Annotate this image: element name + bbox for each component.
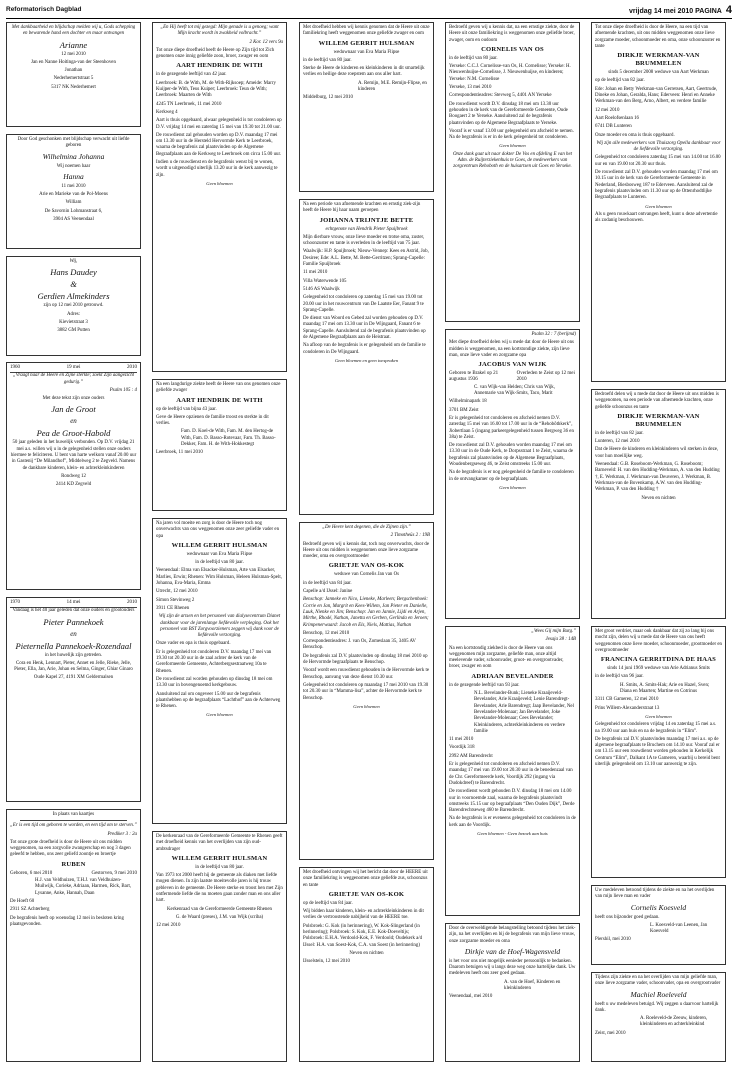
husband-name: Jan de Groot <box>51 404 96 415</box>
service-info: De rouwdienst zal D.V. gehouden worden maandag 17 mei om 13.30 uur in de Oude Kerk, te Dorpsstraat 1 te Zeist, waarna de begrafenis zal plaatsvinden op de Algemene Begraafplaats, Woudenbergseweg 46, te Zeist omstreeks 15.00 uur. <box>449 443 573 468</box>
city: 5317 NK Nederhemert <box>51 84 96 90</box>
family: Benschop: Janneke en Nico, Lieneke, Marleen; Bergschenhoek: Corrie en Jan, Margrit en Kees-Willem, Jan Pieter en Danielle, Luuk, Nienke en Jim; Benschop: Jan en Jannie, Lijdi en Arjen, Mirthe, Rhodé, Nathan, Janetta en Gerben, Gerlinda en Jeroen; Krimpenerwaard: Jacob en Els, Niels, Mattias, Nathan <box>303 597 429 628</box>
page-info <box>629 4 732 16</box>
street: Villa Waterwende 105 <box>303 278 347 284</box>
death-ad-van-os-kok-2 <box>299 867 434 1062</box>
condolence: Dat de Heere de kinderen en kleinkinderen wil sterken in deze, voor hun moeilijke weg. <box>595 447 719 459</box>
age: in de leeftijd van 80 jaar. <box>303 57 352 63</box>
sub-text: sinds 5 december 2008 weduwe van Aart Werkman <box>608 70 709 76</box>
verse-ref: Psalm 105 : 4 <box>109 387 137 393</box>
signatures: G. de Waard (preses), J.M. van Wijk (scriba) <box>175 914 264 920</box>
address: Lunteren, 12 mei 2010 <box>595 439 640 445</box>
ad-head: In plaats van kaartjes <box>52 812 95 817</box>
address: De Hoeft 60 <box>10 898 35 904</box>
ad-text: 50 jaar geleden in het huwelijk verbonden. Op D.V. vrijdag 21 mei a.s. willen wij u in de gelegenheid stellen onze ouders hiermee te feliciteren. U bent van harte welkom vanaf 20.00 uur in Gastenij “De Milandhof”, Middelweg 2 te Zegveld. Namens de dankbare kinderen, klein- en achterkleinkinderen <box>10 440 137 471</box>
family: N.L. Bevelander-Bunk; Lieneke Kraaijeveld-Bevelander, Arie Kraaijeveld; Lenie Barendregt-Bevelander, Arie Barendregt; Jaap Bevelander, Nel Bevelander-Molenaar; Jan Bevelander, Joke Bevelander-Molenaar; Cees Bevelander; Kleinkinderen, achterkleinkinderen en verdere familie <box>474 691 574 734</box>
birth-ad-arianne <box>6 22 141 127</box>
ad-text: Met groot verdriet, maar ook dankbaar dat zij zo lang bij ons mocht zijn, delen wij u mede dat de Heere van ons heeft weggenomen onze lieve moeder, schoonmoeder, grootmoeder en overgrootmoeder <box>595 629 722 653</box>
verse-ref: 2 Kor. 12 vers 9a <box>249 39 283 45</box>
signatures: A. Roeleveld-de Zeeuw, kinderen, kleinkinderen en achterkleinkind <box>640 1016 708 1028</box>
deceased-name: WILLEM GERRIT HULSMAN <box>171 854 268 862</box>
column-4 <box>445 22 582 1062</box>
service-info: De rouwdienst zal gehouden worden op D.V. maandag 17 mei om 13.30 uur in de Hersteld Hervormde Kerk te Leerbroek, waarna de begrafenis zal plaatsvinden op de Algemene Begraafplaats aan de Kerkweg te Leerbroek om circa 15.00 uur. <box>156 132 282 157</box>
condolence: Geve de Heere opzienen de familie troost en sterkte in dit verlies. <box>156 414 269 427</box>
city: 3882 GM Putten <box>57 328 90 334</box>
no-flowers: Geen bloemen <box>353 703 380 709</box>
and-text: en <box>70 629 77 638</box>
birth-date: 11 mei 2010 <box>61 183 86 189</box>
deceased-name: GRIETJE VAN OS-KOK <box>328 890 405 898</box>
deceased-name: RUBEN <box>61 860 86 868</box>
age: in de leeftijd van 84 jaar. <box>303 580 352 586</box>
children: Cora en Henk, Lennart, Pieter, Annet en Jelle, Rieke, Jelle, Pieter, Ella, Jan, Arie, Johan en Selma, Ginger, Ghiar Ginaro <box>14 660 133 673</box>
column-2 <box>152 22 289 1062</box>
wedding-ad-daudey <box>6 256 141 356</box>
city: 2911 SZ Achterberg <box>10 907 50 913</box>
birth-ad-wilhelmina <box>6 134 141 249</box>
signatures: A. van de Hoef, Kinderen en kleinkinderen <box>504 979 561 992</box>
family: H.J. van Veldhuizen, T.H.J. van Veldhuizen-Muilwijk, Corieke, Adriaan, Harmen, Rick, Bart, Lysanne, Anke, Hannah, Daan <box>35 878 132 896</box>
nephews: Neven en nichten <box>349 950 384 956</box>
address: Piershil, mei 2010 <box>595 937 631 943</box>
death-ad-hulsman-church <box>152 831 287 1062</box>
age: in de leeftijd van 80 jaar. <box>195 560 244 566</box>
ad-text: Na een periode van afnemende krachten en ernstig ziek-zijn heeft de Heere bij haar naam geroepen <box>303 202 421 214</box>
service-info: De dienst van Woord en Gebed zal worden gehouden op D.V. maandag 17 mei om 13.30 uur in De Wijngaard, Fanant 6 te Sprang-Capelle. Aansluitend zal de begrafenis plaatsvinden op de Algemene Begraafplaats aan de Heistraat. <box>303 316 426 341</box>
deceased-name: FRANCINA GERRITDINA DE HAAS <box>600 656 717 664</box>
family: C. van Wijk-van Helden; Chris van Wijk, Annemarie van Wijk-Smits, Taco, Marit <box>474 384 555 397</box>
ad-text: Met droefheid ontvingen wij het bericht dat door de HEERE uit onze familiekring is weggenomen onze geliefde zus, schoonzus en tante <box>303 870 428 888</box>
no-flowers: Geen bloemen <box>645 203 672 209</box>
sub-text: echtgenote van Hendrik Pieter Spuijbroek <box>325 226 408 232</box>
no-flowers: Geen bloemen en geen toespraken <box>334 357 398 363</box>
date: 11 mei 2010 <box>449 737 474 743</box>
death-ad-werkman-1 <box>591 22 726 382</box>
intro: Met deze tekst zijn onze ouders <box>42 396 105 402</box>
deceased-name: JOHANNA TRIJNTJE BETTE <box>319 216 414 224</box>
deceased-name: GRIETJE VAN OS-KOK <box>328 562 405 570</box>
death-ad-bevelander <box>445 626 580 916</box>
service-info: De rouwdienst zal D.V. gehouden worden maandag 17 mei om 10.15 uur in de kerk van de Gereformeerde Gemeente in Nederland, Biesbosweg 187 te Ederveen. Aansluitend zal de begrafenis plaatsvinden om 11.30 uur op de Ottenrhodtlijke Begraafplaats te Lunteren. <box>595 170 718 201</box>
deceased-name: WILLEM GERRIT HULSMAN <box>318 39 415 47</box>
year-end: 2010 <box>127 600 137 605</box>
condolence-info: Gelegenheid tot condoleren vrijdag 14 en zaterdag 15 mei a.s. na 19.00 uur aan huis en na de begrafenis in “Elim”. <box>595 722 717 734</box>
verse: „De Heere kent degenen, die de Zijnen zijn.” <box>322 525 411 530</box>
deceased-name: CORNELIS VAN OS <box>481 45 544 53</box>
life-dates <box>10 871 137 878</box>
sibling: William <box>65 200 82 206</box>
condolence-info: Er is gelegenheid tot condoleren en afscheid nemen D.V. maandag 17 mei van 19.00 tot 20.30 uur in de benedenzaal van de Chr. Gereformeerde kerk, Voordijk 292 (ingang via Dudokdreef) te Barendrecht. <box>449 762 573 786</box>
service-info: De rouwdienst zal worden gehouden op dinsdag 18 mei om 13.30 uur in bovengenoemd kerkgebouw. <box>156 676 273 689</box>
ad-text: Tijdens zijn ziekte en na het overlijden van mijn geliefde man, onze lieve zorgzame vader, schoonvader, opa en overgrootvader <box>595 975 721 987</box>
verse: „En Hij heeft tot mij gezegd: Mijn genade is u genoeg; want Mijn kracht wordt in zwakheid volbracht.” <box>160 25 279 37</box>
closing: De begrafenis heeft op woensdag 12 mei in besloten kring plaatsgevonden. <box>10 915 124 927</box>
deceased-name: Cornelis Koesveld <box>630 902 687 912</box>
column-3 <box>299 22 436 1062</box>
death-ad-van-wijk <box>445 329 580 619</box>
street: Prins Willem-Alexanderstraat 13 <box>595 705 660 711</box>
city: 2992 AM Barendrecht <box>449 753 493 759</box>
signatures: A. Remijn, M.E. Remijn-Flipse, en kinderen <box>358 80 427 93</box>
after-info: Na de begrafenis is er nog gelegenheid de familie te condoleren in de ontvangkamer op de begraafplaats. <box>449 470 574 482</box>
date: 11 mei 2010 <box>303 270 328 276</box>
sub-text: weduwe van Cornelis Jan van Os <box>333 572 400 578</box>
groom-name: Hans Daudey <box>50 267 97 278</box>
family: Fam. D. Koel-de With, Fam. M. den Hertog-de With, Fam. D. Basso-Rotevaar, Fam. Th. Basso-Dekker, Fam. H. de With-Hokkestegt <box>181 429 276 448</box>
verse-ref: Psalm 32 : 7 (berijmd) <box>531 332 576 337</box>
born: Geboren te Brakel op 21 augustus 1936 <box>449 371 499 383</box>
died: Overleden te Zeist op 12 mei 2010 <box>516 371 575 383</box>
verse-ref: Jesaja 38 : 14B <box>545 637 576 643</box>
parents: Arie en Marieke van de Pol-Moens <box>39 192 108 198</box>
service-info: De rouwdienst wordt gehouden D.V. dinsdag 18 mei om 14.00 uur in voornoemde zaal, waarna de begrafenis plaatsvindt omstreeks 15.15 uur op begraafplaats “Den Ouden Dijk”, Derde Barendrechtseweg 460 te Barendrecht. <box>449 789 575 814</box>
age: in de leeftijd van 80 jaar. <box>449 55 498 61</box>
ad-text: Bedroefd delen wij u mede dat door de Heere uit ons midden is weggenomen, na een periode van afnemende krachten, onze geliefde schoonzus en tante <box>595 392 719 410</box>
deceased-name: WILLEM GERRIT HULSMAN <box>171 541 268 549</box>
address: Oude Kapel 27, 4191 XM Geldermalsen <box>33 675 114 681</box>
thanks-ad-van-de-hoef <box>445 923 580 1062</box>
street: Voordijk 318 <box>449 745 475 751</box>
wife-name: Pea de Groot-Habold <box>36 428 111 439</box>
ad-text: Na jaren vol moeite en zorg is door de Heere toch nog onverwachts van ons weggenomen onze zeer geliefde vader en opa <box>156 521 280 539</box>
age: op de leeftijd van bijna 43 jaar. <box>156 406 217 412</box>
ad-text: Met diepe droefheid delen wij u mede dat door de Heere uit ons midden is weggenomen, na een kortstondige ziekte, zijn lieve man, onze lieve vader en zorgzame opa <box>449 340 574 358</box>
birth-date: 12 mei 2010 <box>61 51 86 57</box>
page-number: 4 <box>725 4 732 16</box>
no-flowers: Geen bloemen <box>499 143 526 149</box>
thanks-quote: Wij zijn alle medewerkers van Thuiszorg Opella dankbaar voor de liefdevolle verzorging. <box>596 140 721 153</box>
thanks-quote: Wij zijn de artsen en het personeel van dialysecentrum Dianet dankbaar voor de jarenlange liefdevolle verpleging. Ook het personeel van BST Zorgvoorzieners zeggen wij dank voor de liefdevolle verzorging. <box>158 614 281 639</box>
verse-ref: Prediker 3 : 2a <box>107 831 137 837</box>
address: Zeist, mei 2010 <box>595 1030 626 1036</box>
year-start: 1970 <box>10 600 20 605</box>
condolence-info: Gelegenheid tot condoleren op maandag 17 mei 2010 van 19.30 tot 20.30 uur in “Mamma-lisa”, achter de Hervormde kerk te Benschop. <box>303 682 429 701</box>
ad-text: Na een langdurige ziekte heeft de Heere van ons genomen onze geliefde zwager <box>156 382 281 394</box>
verse-ref: 2 Timotheüs 2 : 19B <box>390 533 430 539</box>
burial-info: Aansluitend zal om ongeveer 15.00 uur de begrafenis plaatshebben op de begraafplaats “Lachthof” aan de Achterweg te Rhenen. <box>156 691 281 710</box>
after-info: Na afloop van de begrafenis is er gelegenheid om de familie te condoleren in De Wijngaard. <box>303 343 426 355</box>
death-ad-werkman-2 <box>591 389 726 619</box>
column-1 <box>6 22 143 1062</box>
correspondence: Correspondentieadres: Stevweg 5, 4401 AN Yerseke <box>449 93 552 99</box>
life-dates <box>449 371 576 385</box>
date-bar <box>10 600 137 608</box>
husband-name: Pieter Pannekoek <box>43 616 104 627</box>
anniversary-ad-pannekoek <box>6 597 141 802</box>
death-ad-hulsman-2 <box>299 22 434 192</box>
sub-text: weduwnaar van Eva Maria Flipse <box>333 49 400 55</box>
street: Simon Stevinweg 2 <box>156 597 195 603</box>
family-place: Capelle a/d IJssel: Janine <box>303 589 353 595</box>
service-info: Vooraf wordt een rouwdienst gehouden in de Hervormde kerk te Benschop, aanvang van deze dienst 10.30 uur. <box>303 668 430 680</box>
family: Waalwijk: H.P. Spuijbroek; Nieuw-Vennep: Kees en Astrid, Job, Desiree; Ede: A.L. Bette, M. Bette-Gerritzen; Sprang-Capelle: Familie Spuijbroek <box>303 249 429 268</box>
ad-text: Uw medeleven betoond tijdens de ziekte en na het overlijden van mijn lieve man en vader <box>595 888 715 900</box>
address: Nederhemertstraat 5 <box>53 76 94 82</box>
church-council: Kerkenraad van de Gereformeerde Gemeente Rhenen <box>167 906 272 912</box>
address-label: Adres: <box>66 311 81 317</box>
verse: „Er is een tijd om geboren te worden, en een tijd om te sterven.” <box>10 823 137 829</box>
and-text: en <box>70 417 77 426</box>
viewing-info: Onze moeder en oma is thuis opgebaard. <box>595 132 675 138</box>
ad-text: Tot onze diepe droefheid is door de Heere, na een tijd van afnemende krachten, uit ons midden weggenomen onze lieve zorgzame moeder, schoonmoeder en oma, onze schoonzuster en tante <box>595 25 721 49</box>
death-ad-hulsman-1 <box>152 518 287 824</box>
city: 3701 BM Zeist <box>449 407 479 413</box>
deceased-name: DIRKJE WERKMAN-VAN BRUMMELEN <box>617 52 700 68</box>
address: 3311 CB Gameren, 12 mei 2010 <box>595 697 659 703</box>
no-flowers: Geen bloemen - Geen bezoek aan huis <box>477 831 548 837</box>
family: Yerseke: C.C.J. Cornelisse-van Os, H. Cornelisse; Yerseke: H. Nieuwenhuijse-Cornelisse, J. Nieuwenhuijse, en kinderen; Yerseke: N.M. Cornelisse <box>449 64 571 82</box>
ad-text: Door God geschonken met blijdschap verwacht uit liefde geboren <box>17 137 130 149</box>
city: 6741 DB Lunteren <box>595 124 632 130</box>
condolence-info: Er is gelegenheid tot condoleren en afscheid nemen D.V. zaterdag 15 mei van 16.00 tot 17.00 uur in de “Rehobôthkerk”, Jiobertlaan 5 (ingang parkeergelegenheid tussen Bergweg 36 en 38a) te Zeist. <box>449 415 574 440</box>
no-flowers: Geen bloemen <box>206 712 233 718</box>
address: De Savornin Lohmanstraat 6, <box>44 208 103 214</box>
age: in de gezegende leeftijd van 42 jaar. <box>156 72 227 78</box>
address: Leerbroek, 11 mei 2010 <box>156 450 203 456</box>
condolence-info: Gelegenheid tot condoleren op zaterdag 15 mei van 19.00 tot 20.00 uur in het rouwcentrum van De Laatste Eer, Fanant 9 te Sprang-Capelle. <box>303 295 424 313</box>
ad-text: De kerkenraad van de Gereformeerde Gemeente te Rhenen geeft met droefheid kennis van het overlijden van zijn oud-ambtsdrager <box>156 834 283 852</box>
signatures: L. Koesveld-van Leenen, Jan Koesveld <box>650 922 708 935</box>
ad-text: Met droefheid hebben wij kennis genomen dat de Heere uit onze familiekring heeft weggenomen onze geliefde zwager en oom <box>303 25 430 37</box>
nickname: Hanna <box>63 171 84 181</box>
family: Ede: Johan en Betty Werkman-van Gerretsen, Aart, Geertrude, Dineke en Johan, Geralda, Hans; Ederveen: Henri en Anneke Werkman-van den Berg, Arno, Albert, en verdere familie <box>595 86 718 105</box>
family: Leerbroek: B. de With, M. de With-Rijksoep; Ameide: Marry Kuijper-de With, Teus Kuiper; Leerbroek: Teun de With; Leerbroek: Maarten de With <box>156 80 276 99</box>
condolence-info: Vooraf is er vanaf 13.00 uur gelegenheid om afscheid te nemen. Na de begrafenis is er in de kerk gelegenheid tot condoleren. <box>449 128 574 141</box>
page-header <box>6 4 732 19</box>
sub-text: weduwnaar van Eva Maria Flipse <box>186 551 253 557</box>
city: 3911 CE Rhenen <box>156 605 190 611</box>
ad-text: zijn op 12 mei 2010 getrouwd. <box>43 303 104 309</box>
notice: Als u geen rouwkaart ontvangen heeft, kunt u deze advertentie als zodanig beschouwen. <box>595 211 718 224</box>
death-ad-ruben <box>6 809 141 1062</box>
city: 2414 KD Zegveld <box>55 482 92 488</box>
ad-text: Na een kortstondig ziekbed is door de Heere van ons weggenomen mijn zorgzame, geliefde man, onze altijd meelevende vader, schoonvader, groot- en overgrootvader, broer, zwager en oom <box>449 645 564 670</box>
thanks-ad-roeleveld <box>591 972 726 1062</box>
sub-text: sinds 14 juni 1969 weduwe van Arie Adrianus Smits <box>607 666 710 672</box>
thanks-quote: Onze dank gaat uit naar dokter De Vos en afdeling E van het Adm. de Ruijterziekenhuis te Goes, de medewerkers van zorgcentrum Rehoboth en de huisartsen uit Goes en Yerseke. <box>453 151 572 170</box>
age: in de leeftijd van 96 jaar. <box>595 674 644 680</box>
thanks-ad-koesveld <box>591 885 726 965</box>
wife-name: Pieternella Pannekoek-Rozendaal <box>15 640 132 651</box>
condolence: Sterke de Heere de kinderen en kleinkinderen in dit smartelijk verlies en heilige deze roepstem aan ons aller hart. <box>303 66 425 78</box>
age: in de leeftijd van 82 jaar. <box>595 430 644 436</box>
ad-text: Met dankbaarheid en blijdschap melden wij u, Gods schepping en bewarende hand een dochter en maar ontvangen <box>11 25 136 37</box>
no-flowers: Geen bloemen <box>206 180 233 186</box>
condolence-info: Gelegenheid tot condoleren zaterdag 15 mei van 14.00 tot 16.00 uur en van 19.00 tot 20.30 uur thuis. <box>595 155 721 167</box>
divider <box>20 820 127 821</box>
street: Kerkweg 4 <box>156 109 178 115</box>
page-label: PAGINA <box>695 8 722 15</box>
deceased-name: Machiel Roeleveld <box>630 989 687 999</box>
thanks-text: heeft u uw medeleven betuigd. Wij zeggen u daarvoor hartelijk dank. <box>595 1001 719 1013</box>
address: Utrecht, 12 mei 2010 <box>156 589 198 595</box>
death-ad-van-os <box>445 22 580 322</box>
address: IJsselstein, 12 mei 2010 <box>303 959 351 965</box>
age: op de leeftijd van 84 jaar. <box>303 900 353 906</box>
address: Yerseke, 13 mei 2010 <box>449 85 492 91</box>
death-ad-van-os-kok-1 <box>299 522 434 860</box>
ad-text: Door de overweldigende belangstelling betoond tijdens het ziek-zijn, na het overlijden en bij de begrafenis van mijn lieve vrouw, onze zorgzame moeder en oma <box>449 926 576 944</box>
sub-text: Wij noemen haar <box>56 163 91 169</box>
parents: Jan en Nanne Hoitinga-van der Steenhoven <box>31 59 116 65</box>
death-ad-de-haas <box>591 626 726 878</box>
burial-info: De begrafenis zal D.V. plaatsvinden op dinsdag 18 mei 2010 op de Hervormde begraafplaats te Benschop. <box>303 653 428 666</box>
ad-text: Bedroefd geven wij u kennis dat, toch nog onverwachts, door de Heere uit ons midden is weggenomen onze lieve zorgzame moeder, oma en overgrootmoeder <box>303 541 430 560</box>
issue-date: vrijdag 14 mei 2010 <box>628 8 694 15</box>
deceased-name: Dirkje van de Hoef-Wagensveld <box>464 946 561 956</box>
address: Wilhelminapark 18 <box>449 399 487 405</box>
ad-text: Bedroefd geven wij u kennis dat, na een ernstige ziekte, door de Heere uit onze familiekring is weggenomen onze geliefde broer, zwager, oom en oudoom <box>449 25 575 43</box>
address: 4245 TN Leerbroek, 11 mei 2010 <box>156 101 222 107</box>
family: Veenendaal: G.B. Roseboom-Werkman, G. Roseboom; Barneveld: H. van den Hudding-Werkman, A. van den Hudding †, E. Werkman, J. Werkman-van Deuveren, J. Werkman, B. Werkman-van de Bovenkamp, A.W. van den Hudding-Werkman, P. van den Hudding † <box>595 462 720 493</box>
service-info: De rouwdienst wordt D.V. dinsdag 18 mei om 13.30 uur gehouden in de kerk van de Gereformeerde Gemeente, Oude Boogaert 2 te Yerseke. Aansluitend zal de begrafenis plaatsvinden op de Algemene Begraafplaats te Yerseke. <box>449 101 568 126</box>
condolence-info: Er is gelegenheid tot condoleren D.V. maandag 17 mei van 19.30 tot 20.30 uur in de zaal achter de kerk van de Gereformeerde Gemeente, Achterbergsestraatweg 10a te Rhenen. <box>156 649 272 674</box>
date: 12 mei 2010 <box>156 923 181 929</box>
address: Benschop, 12 mei 2010 <box>303 630 350 636</box>
correspondence: Correspondentieadres: J. van Os, Zomeslaan 35, 3405 AV Benschop. <box>303 639 416 651</box>
ad-text: Tot onze diepe droefheid heeft de Heere op Zijn tijd tot Zich genomen onze innig geliefde zoon, broer, zwager en oom <box>156 47 275 60</box>
year-start: 1960 <box>10 365 20 370</box>
born: Geboren, 6 mei 2010 <box>10 870 53 876</box>
anniversary-ad-de-groot <box>6 362 141 590</box>
street: Aart Roelofsenlaan 16 <box>595 115 640 121</box>
bride-name: Gerdien Almekinders <box>37 291 110 302</box>
ad-text-2: Mijn dierbare vrouw, onze lieve moeder en trotse oma, zuster, schoonzuster en tante is overleden in de leeftijd van 75 jaar. <box>303 234 425 247</box>
nephews: Neven en nichten <box>641 495 676 501</box>
tribute: Van 1973 tot 2000 heeft hij de gemeente als diaken met liefde mogen dienen. In zijn laatste moeitevolle jaren is hij trouw gebleven in de gemeente. De Heere sterke en troost hen met Zijn ontfermende liefde die nu moeten gaan zonder man en ons aller hart. <box>156 873 283 904</box>
sibling: Jonathan <box>64 68 83 74</box>
age: in de gezegende leeftijd van 93 jaar. <box>449 682 520 688</box>
year-end: 2010 <box>127 365 137 370</box>
attendance-info: Indien u de rouwdienst en de begrafenis wenst bij te wonen, wordt u uitgenodigd uiterlijk 13.20 uur in de kerk aanwezig te zijn. <box>156 160 278 178</box>
child-name: Arianne <box>59 39 88 50</box>
deceased-name: AART HENDRIK DE WITH <box>176 62 263 70</box>
date-bar <box>10 365 137 373</box>
age: in de leeftijd van 80 jaar. <box>195 864 244 870</box>
deceased-name: AART HENDRIK DE WITH <box>176 396 263 404</box>
address: Middelburg, 12 mei 2010 <box>303 95 353 101</box>
died: Gestorven, 9 mei 2010 <box>91 870 137 876</box>
death-ad-de-with-1 <box>152 22 287 372</box>
newspaper-name: Reformatorisch Dagblad <box>6 6 82 13</box>
city: 5146 AS Waalwijk <box>303 286 340 292</box>
child-name: Wilhelmina Johanna <box>42 151 105 161</box>
family: H. Smits, A. Smits-Hak; Arie en Hazel, Sven; Diana en Maarten; Martine en Cotrinus <box>620 682 710 695</box>
city: 3904 AS Veenendaal <box>53 217 94 223</box>
after-info: Na de begrafenis is er eveneens gelegenheid tot condoleren in de kerk aan de Voordijk. <box>449 816 576 828</box>
ad-text: Tot onze grote droefheid is door de Heere uit ons midden weggenomen, na een zorgvolle zwangerschap en nog 3 dagen geleefd te hebben, ons zeer geliefd zoontje en broertje <box>10 839 131 858</box>
death-ad-bette <box>299 199 434 515</box>
column-5 <box>591 22 728 1062</box>
ad-text: in het huwelijk zijn getreden. <box>44 652 103 658</box>
family: Polsbroek: G. Kok (in herinnering), W. Kok-Slingerland (in herinnering); Polsbroek: S. Kok, E.E. Kok-Doeveltijs; Polsbroek: E.H.A. Verdoold-Kok, F. Verdoold; Oudekerk a/d IJssel: H.A. van Soest-Kok, C.A. van Soest (in herinnering) <box>303 923 423 948</box>
deceased-name: DIRKJE WERKMAN-VAN BRUMMELEN <box>617 412 700 428</box>
thanks-text: heeft ons bijzonder goed gedaan. <box>595 914 660 920</box>
thanks-text: is het voor ons niet mogelijk eenieder persoonlijk te bedanken. Daarom betuigen wij u langs deze weg onze hartelijke dank. Uw medeleven heeft ons zeer goed gedaan. <box>449 958 576 977</box>
intro: Wij, <box>69 259 78 264</box>
condolence: Wij bidden haar kinderen, klein- en achterkleinkinderen in dit verlies de vertroostende nabijheid van de HEERE toe. <box>303 909 424 921</box>
age: op de leeftijd van 82 jaar. <box>595 78 645 84</box>
viewing-info: Onze vader en opa is thuis opgebaard. <box>156 641 231 647</box>
family: Veenendaal: Elma van Elsacker-Hulsman, Arte van Elsacker, Marlies, Erwin; Rhenen: Wim Hulsman, Heleen Hulsman-Spelt, Johanna, Eva-Maria, Emma <box>156 568 282 587</box>
no-flowers: Geen bloemen <box>499 484 526 490</box>
day: 14 mei <box>66 600 81 605</box>
date: 12 mei 2010 <box>595 107 620 113</box>
deceased-name: ADRIAAN BEVELANDER <box>471 672 554 680</box>
no-flowers: Geen bloemen <box>645 713 672 719</box>
service-info: De begrafenis zal D.V. plaatsvinden maandag 17 mei a.s. op de algemene begraafplaats te Bruchem om 14.10 uur. Vooraf zal er om 13.15 uur een rouwdienst worden gehouden in Kerkelijk Centrum “Elim”, Dalkant 1A te Gameren, waarbij u bereid bent uiterlijk gelegenheid om 13.10 uur aanwezig te zijn. <box>595 736 720 768</box>
day: 19 mei <box>66 365 81 370</box>
intro: Vandaag is het 40 jaar geleden dat onze ouders en grootouders <box>12 608 135 614</box>
address: Rondweg 12 <box>61 473 86 479</box>
viewing-info: Aart is thuis opgebaard, alwaar gelegenheid is tot condoleren op D.V. vrijdag 14 mei en zaterdag 15 mei van 19.30 tot 21.00 uur. <box>156 118 282 130</box>
address: Kievietstraat 3 <box>59 319 88 325</box>
death-ad-de-with-2 <box>152 379 287 511</box>
ampersand: & <box>70 279 77 290</box>
deceased-name: JACOBUS VAN WIJK <box>478 361 547 369</box>
verse: „Wees Gij mijn Burg.” <box>531 629 576 634</box>
verse: „Vraagt naar de Heere en Zijne sterkte; zoekt Zijn aangezicht gedurig.” <box>12 373 135 385</box>
address: Veenendaal, mei 2010 <box>449 994 493 1000</box>
